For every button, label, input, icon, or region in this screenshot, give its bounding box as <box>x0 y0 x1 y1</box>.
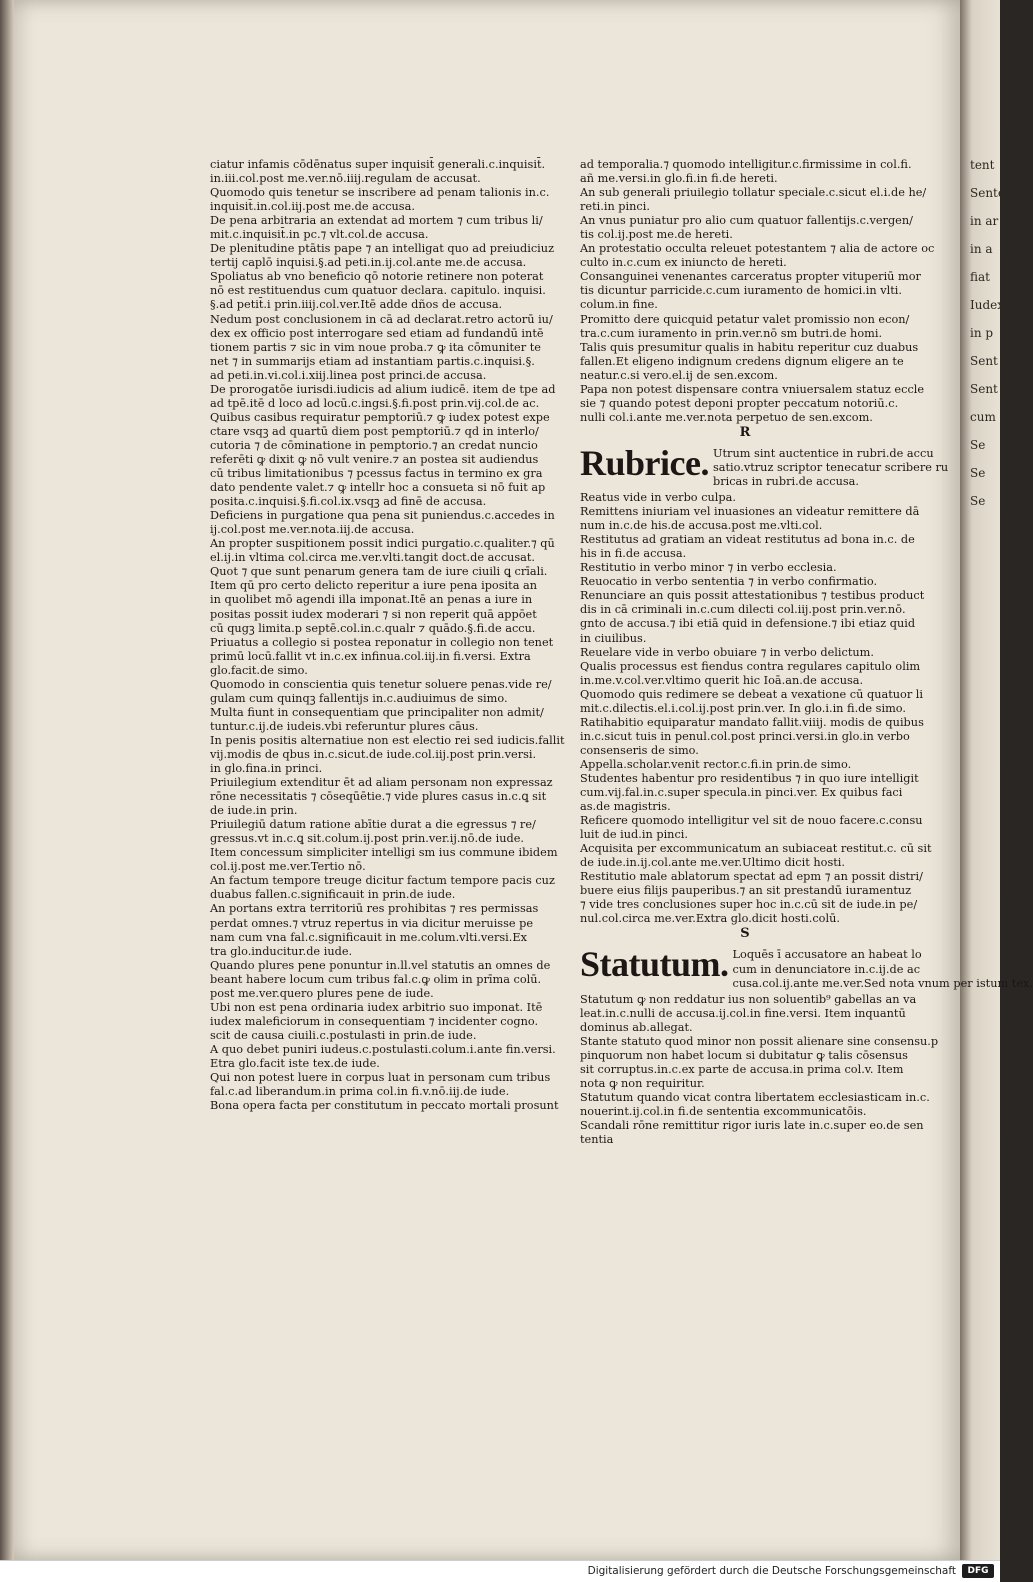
text-line: añ me.versi.in glo.fi.in fi.de hereti. <box>580 172 778 186</box>
text-line: Statutum ꝙ non reddatur ius non soluentib⁹ gabellas an va <box>580 992 917 1006</box>
text-line: Papa non potest dispensare contra vniuersalem statuz eccle <box>580 382 925 396</box>
text-line: Priuatus a collegio si postea reponatur in collegio non tenet <box>210 635 554 649</box>
signature-mark-s: S <box>740 926 750 942</box>
text-line: Qui non potest luere in corpus luat in personam cum tribus <box>210 1071 551 1085</box>
text-line: Talis quis presumitur qualis in habitu reperitur cuz duabus <box>580 340 919 354</box>
text-line: Restitutio male ablatorum spectat ad epm ⁊ an possit distri/ <box>580 870 923 884</box>
text-line: in glo.fina.in princi. <box>210 762 323 776</box>
text-line: A quo debet puniri iudeus.c.postulasti.colum.i.ante fin.versi. <box>210 1042 556 1056</box>
text-line: Priuilegiū datum ratione abītie durat a die egressus ⁊ re/ <box>210 818 536 832</box>
next-page-fragment: Se <box>970 438 986 452</box>
text-line: Ratihabitio equiparatur mandato fallit.viiij. modis de quibus <box>580 715 924 729</box>
text-line: Reuocatio in verbo sententia ⁊ in verbo confirmatio. <box>580 575 878 589</box>
text-line: An protestatio occulta releuet potestantem ⁊ alia de actore oc <box>580 242 935 256</box>
text-line: Appella.scholar.venit rector.c.fi.in prin.de simo. <box>580 757 852 771</box>
text-line: Quomodo quis redimere se debeat a vexatione cū quatuor li <box>580 687 924 701</box>
text-line: in quolibet mō agendi illa imponat.Itē an penas a iure in <box>210 593 533 607</box>
next-page-fragment: in ar <box>970 214 999 228</box>
text-line: perdat omnes.⁊ vtruz repertus in via dicitur meruisse pe <box>210 916 534 930</box>
text-line: Item concessum simpliciter intelligi sm ius commune ibidem <box>210 846 558 860</box>
text-line: Reficere quomodo intelligitur vel sit de nouo facere.c.consu <box>580 814 923 828</box>
text-line: tra glo.inducitur.de iude. <box>210 944 353 958</box>
text-line: dato pendente valet.⁊ ꝙ intellr hoc a consueta si nō fuit ap <box>210 481 546 495</box>
next-page-fragment: Sente <box>970 186 1005 200</box>
text-line: De plenitudine ptātis pape ⁊ an intelligat quo ad preiudiciuz <box>210 242 555 256</box>
text-line: nulli col.i.ante me.ver.nota perpetuo de sen.excom. <box>580 410 873 424</box>
text-line: An vnus puniatur pro alio cum quatuor fallentijs.c.vergen/ <box>580 214 913 228</box>
text-line: fal.c.ad liberandum.in prima col.in fi.v.nō.iij.de iude. <box>210 1085 510 1099</box>
text-line: Restitutio in verbo minor ⁊ in verbo ecclesia. <box>580 561 837 575</box>
text-line: Item qū pro certo delicto reperitur a iure pena iposita an <box>210 579 538 593</box>
text-line: Acquisita per excommunicatum an subiaceat restitut.c. cū sit <box>580 842 932 856</box>
text-line: pinquorum non habet locum si dubitatur ꝙ talis cōsensus <box>580 1048 908 1062</box>
footer-bar <box>0 1560 1000 1582</box>
text-line: Studentes habentur pro residentibus ⁊ in quo iure intelligit <box>580 771 919 785</box>
text-line: Statutum quando vicat contra libertatem ecclesiasticam in.c. <box>580 1090 930 1104</box>
text-line: net ⁊ in summarijs etiam ad instantiam partis.c.inquisi.§. <box>210 354 535 368</box>
text-line: Bona opera facta per constitutum in peccato mortali prosunt <box>210 1099 559 1113</box>
text-line: duabus fallen.c.significauit in prin.de iude. <box>210 888 456 902</box>
rubric-text-line: bricas in rubri.de accusa. <box>712 474 859 488</box>
text-line: Quando plures pene ponuntur in.ll.vel statutis an omnes de <box>210 958 551 972</box>
text-line: gnto de accusa.⁊ ibi etiā quid in defensione.⁊ ibi etiaz quid <box>580 617 916 631</box>
text-line: Promitto dere quicquid petatur valet promissio non econ/ <box>580 312 910 326</box>
text-line: tentia <box>580 1133 614 1147</box>
text-line: buere eius filijs pauperibus.⁊ an sit prestandū iuramentuz <box>580 884 912 898</box>
text-line: Renunciare an quis possit attestationibus ⁊ testibus product <box>580 589 925 603</box>
text-line: mit.c.inquisit̄.in pc.⁊ vlt.col.de accusa. <box>210 228 429 242</box>
text-line: de iude.in prin. <box>210 804 298 818</box>
text-line: Quomodo quis tenetur se inscribere ad penam talionis in.c. <box>210 186 550 200</box>
next-page-fragment: in a <box>970 242 993 256</box>
text-line: Remittens iniuriam vel inuasiones an videatur remittere dā <box>580 505 920 519</box>
text-line: ad temporalia.⁊ quomodo intelligitur.c.firmissime in col.fi. <box>580 158 912 171</box>
text-line: tra.c.cum iuramento in prin.ver.nō sm butri.de homi. <box>580 326 883 340</box>
rubric-text-line: Utrum sint auctentice in rubri.de accu <box>712 446 934 460</box>
text-line: gressus.vt in.c.ꝗ sit.colum.ij.post prin.ver.ij.nō.de iude. <box>210 832 524 846</box>
footer-credit: Digitalisierung gefördert durch die Deutsche Forschungsgemeinschaft <box>587 1565 956 1577</box>
text-line: Priuilegium extenditur ēt ad aliam personam non expressaz <box>210 776 553 790</box>
text-line: in ciuilibus. <box>580 631 647 645</box>
text-line: nouerint.ij.col.in fi.de sententia excommunicatōis. <box>580 1105 867 1118</box>
text-line: An portans extra territoriū res prohibitas ⁊ res permissas <box>210 902 539 916</box>
text-line: de iude.in.ij.col.ante me.ver.Ultimo dicit hosti. <box>580 856 845 870</box>
text-line: el.ij.in vltima col.circa me.ver.vlti.tangit doct.de accusat. <box>210 551 535 565</box>
text-line: primū locū.fallit vt in.c.ex infinua.col.iij.in fi.versi. Extra <box>210 649 531 663</box>
text-line: Nedum post conclusionem in cā ad declarat.retro actorū iu/ <box>210 312 553 326</box>
text-line: sie ⁊ quando potest deponi propter peccatum notoriū.c. <box>580 396 899 410</box>
text-line: Ubi non est pena ordinaria iudex arbitrio suo imponat. Itē <box>210 1000 543 1014</box>
text-line: An sub generali priuilegio tollatur speciale.c.sicut el.i.de he/ <box>580 186 927 200</box>
next-page-fragment: cum <box>970 410 996 424</box>
text-line: fallen.Et eligeno indignum credens dignum eligere an te <box>580 354 904 368</box>
text-line: ciatur infamis cōdēnatus super inquisit̄ generali.c.inquisit̄. <box>210 158 546 171</box>
text-line: tis dicuntur parricide.c.cum iuramento de homici.in vlti. <box>580 284 903 298</box>
text-line: iudex maleficiorum in consequentiam ⁊ incidenter cogno. <box>210 1014 539 1028</box>
rubric-heading-rubrice <box>580 442 949 489</box>
text-line: colum.in fine. <box>580 298 658 312</box>
text-line: In penis positis alternatiue non est electio rei sed iudicis.fallit <box>210 733 565 747</box>
text-line: Qualis processus est fiendus contra regulares capitulo olim <box>580 659 921 673</box>
text-line: Stante statuto quod minor non possit alienare sine consensu.p <box>580 1034 939 1048</box>
rubric-heading-statutum <box>580 944 1033 990</box>
text-line: cū tribus limitationibus ⁊ pcessus factus in termino ex gra <box>210 467 543 481</box>
text-line: ad tpē.itē d loco ad locū.c.ingsi.§.fi.post prin.vij.col.de ac. <box>210 396 540 410</box>
text-line: cum.vij.fal.in.c.super specula.in pinci.ver. Ex quibus faci <box>580 786 903 800</box>
text-line: dominus ab.allegat. <box>580 1020 693 1034</box>
next-page-fragment: Sent <box>970 354 998 368</box>
text-line: ⁊ vide tres conclusiones super hoc in.c.cū sit de iude.in pe/ <box>580 898 918 912</box>
text-line: nota ꝙ non requiritur. <box>580 1076 705 1090</box>
text-line: cū qugꝫ limita.p septē.col.in.c.qualr ⁊ quādo.§.fi.de accu. <box>210 621 536 635</box>
next-page-edge <box>960 0 1005 1560</box>
text-line: Quomodo in conscientia quis tenetur soluere penas.vide re/ <box>210 677 552 691</box>
signature-mark-r: R <box>739 424 751 440</box>
text-line: neatur.c.si vero.el.ij de sen.excom. <box>580 368 778 382</box>
text-line: tuntur.c.ij.de iudeis.vbi referuntur plures cāus. <box>210 719 479 733</box>
text-line: positas possit iudex moderari ⁊ si non reperit quā appōet <box>210 607 537 621</box>
text-line: ctare vsqꝫ ad quartū diem post pemptoriū.⁊ qd in interlo/ <box>210 424 539 438</box>
text-line: Scandali rōne remittitur rigor iuris late in.c.super eo.de sen <box>580 1119 924 1133</box>
text-line: his in fi.de accusa. <box>580 547 687 561</box>
text-line: in.c.sicut tuis in penul.col.post princi.versi.in glo.in verbo <box>580 729 910 743</box>
text-line: Quot ⁊ que sunt penarum genera tam de iure ciuili ꝗ crīali. <box>210 565 548 579</box>
text-line: tertij caplō inquisi.§.ad peti.in.ij.col.ante me.de accusa. <box>210 256 527 270</box>
text-line: col.ij.post me.ver.Tertio nō. <box>210 860 366 874</box>
rubric-text-line: satio.vtruz scriptor tenecatur scribere ru <box>712 460 949 474</box>
text-line: De prorogatōe iurisdi.iudicis ad alium iudicē. item de tpe ad <box>210 382 556 396</box>
text-line: mit.c.dilectis.el.i.col.ij.post prin.ver. In glo.i.in fi.de simo. <box>580 701 906 715</box>
next-page-fragment: fiat <box>970 270 990 284</box>
text-line: in.iii.col.post me.ver.nō.iiij.regulam de accusat. <box>210 172 481 186</box>
text-line: tionem partis ⁊ sic in vim noue proba.⁊ ꝙ ita cōmuniter te <box>210 340 541 354</box>
text-line: scit de causa ciuili.c.postulasti in prin.de iude. <box>210 1028 477 1042</box>
text-line: cutoria ⁊ de cōminatione in pemptorio.⁊ an credat nuncio <box>210 438 538 452</box>
text-line: ij.col.post me.ver.nota.iij.de accusa. <box>210 523 415 537</box>
text-line: Restitutus ad gratiam an videat restitutus ad bona in.c. de <box>580 533 915 547</box>
next-page-fragment: tent <box>970 158 995 172</box>
text-line: dex ex officio post interrogare sed etiam ad fundandū intē <box>210 326 544 340</box>
next-page-fragment: Se <box>970 494 986 508</box>
text-line: nul.col.circa me.ver.Extra glo.dicit hosti.colū. <box>580 912 840 926</box>
text-line: leat.in.c.nulli de accusa.ij.col.in fine.versi. Item inquantū <box>580 1006 906 1020</box>
text-line: Spoliatus ab vno beneficio qō notorie retinere non poterat <box>210 270 544 284</box>
text-line: Reuelare vide in verbo obuiare ⁊ in verbo delictum. <box>580 645 874 659</box>
text-line: Multa fiunt in consequentiam que principaliter non admit/ <box>210 705 544 719</box>
text-line: luit de iud.in pinci. <box>580 828 688 842</box>
text-line: Deficiens in purgatione qua pena sit puniendus.c.accedes in <box>210 509 555 523</box>
text-line: Quibus casibus requiratur pemptoriū.⁊ ꝙ iudex potest expe <box>210 410 550 424</box>
next-page-fragment: Iudex <box>970 298 1005 312</box>
text-line: Etra glo.facit iste tex.de iude. <box>210 1057 380 1070</box>
next-page-fragment: in p <box>970 326 994 340</box>
text-line: referēti ꝙ dixit ꝙ nō vult venire.⁊ an postea sit audiendus <box>210 452 539 466</box>
text-line: nō est restituendus cum quatuor declara. capitulo. inquisi. <box>210 284 546 298</box>
text-line: dis in cā criminali in.c.cum dilecti col.iij.post prin.ver.nō. <box>580 603 906 617</box>
next-page-fragment: Sent <box>970 382 998 396</box>
text-line: reti.in pinci. <box>580 200 650 214</box>
statutum-text-line: cum in denunciatore in.c.ij.de ac <box>732 962 921 976</box>
text-line: consenseris de simo. <box>580 743 699 757</box>
text-line: An propter suspitionem possit indici purgatio.c.qualiter.⁊ qū <box>210 537 555 551</box>
text-line: inquisit̄.in.col.iij.post me.de accusa. <box>210 200 415 214</box>
text-line: as.de magistris. <box>580 800 671 814</box>
text-line: gulam cum quinqꝫ fallentijs in.c.audiuimus de simo. <box>210 691 508 705</box>
text-line: Reatus vide in verbo culpa. <box>580 491 736 505</box>
text-line: sit corruptus.in.c.ex parte de accusa.in prima col.v. Item <box>580 1062 904 1076</box>
text-line: Consanguinei venenantes carceratus propter vituperiū mor <box>580 270 921 284</box>
text-line: An factum tempore treuge dicitur factum tempore pacis cuz <box>210 874 555 888</box>
text-line: ad peti.in.vi.col.i.xiij.linea post princi.de accusa. <box>210 368 487 382</box>
left-column <box>210 158 565 1113</box>
text-line: tis col.ij.post me.de hereti. <box>580 228 733 242</box>
text-line: beant habere locum cum tribus fal.c.ꝙ olim in prīma colū. <box>210 972 542 986</box>
text-line: glo.facit.de simo. <box>210 663 308 677</box>
text-line: §.ad petit̄.i prin.iiij.col.ver.Itē adde dños de accusa. <box>210 298 503 312</box>
text-line: De pena arbitraria an extendat ad mortem ⁊ cum tribus li/ <box>210 214 543 228</box>
text-line: num in.c.de his.de accusa.post me.vlti.col. <box>580 519 823 533</box>
statutum-text-line: cusa.col.ij.ante me.ver.Sed nota vnum per istum tex. <box>732 976 1033 990</box>
text-line: post me.ver.quero plures pene de iude. <box>210 986 434 1000</box>
statutum-initial: Statutum. <box>580 944 729 985</box>
text-line: in.me.v.col.ver.vltimo querit hic Ioā.an.de accusa. <box>580 673 864 687</box>
rubric-initial: Rubrice. <box>580 442 709 483</box>
text-line: culto in.c.cum ex iniuncto de hereti. <box>580 256 787 270</box>
text-line: vij.modis de qbus in.c.sicut.de iude.col.iij.post prin.versi. <box>210 747 537 761</box>
text-line: rōne necessitatis ⁊ cōseqūētie.⁊ vide plures casus in.c.ꝗ sit <box>210 790 547 804</box>
text-line: nam cum vna fal.c.significauit in me.colum.vlti.versi.Ex <box>210 930 528 944</box>
next-page-fragment: Se <box>970 466 986 480</box>
dfg-logo: DFG <box>962 1564 994 1578</box>
text-line: posita.c.inquisi.§.fi.col.ix.vsqꝫ ad finē de accusa. <box>210 495 487 509</box>
statutum-text-line: Loquēs ī accusatore an habeat lo <box>732 948 922 962</box>
